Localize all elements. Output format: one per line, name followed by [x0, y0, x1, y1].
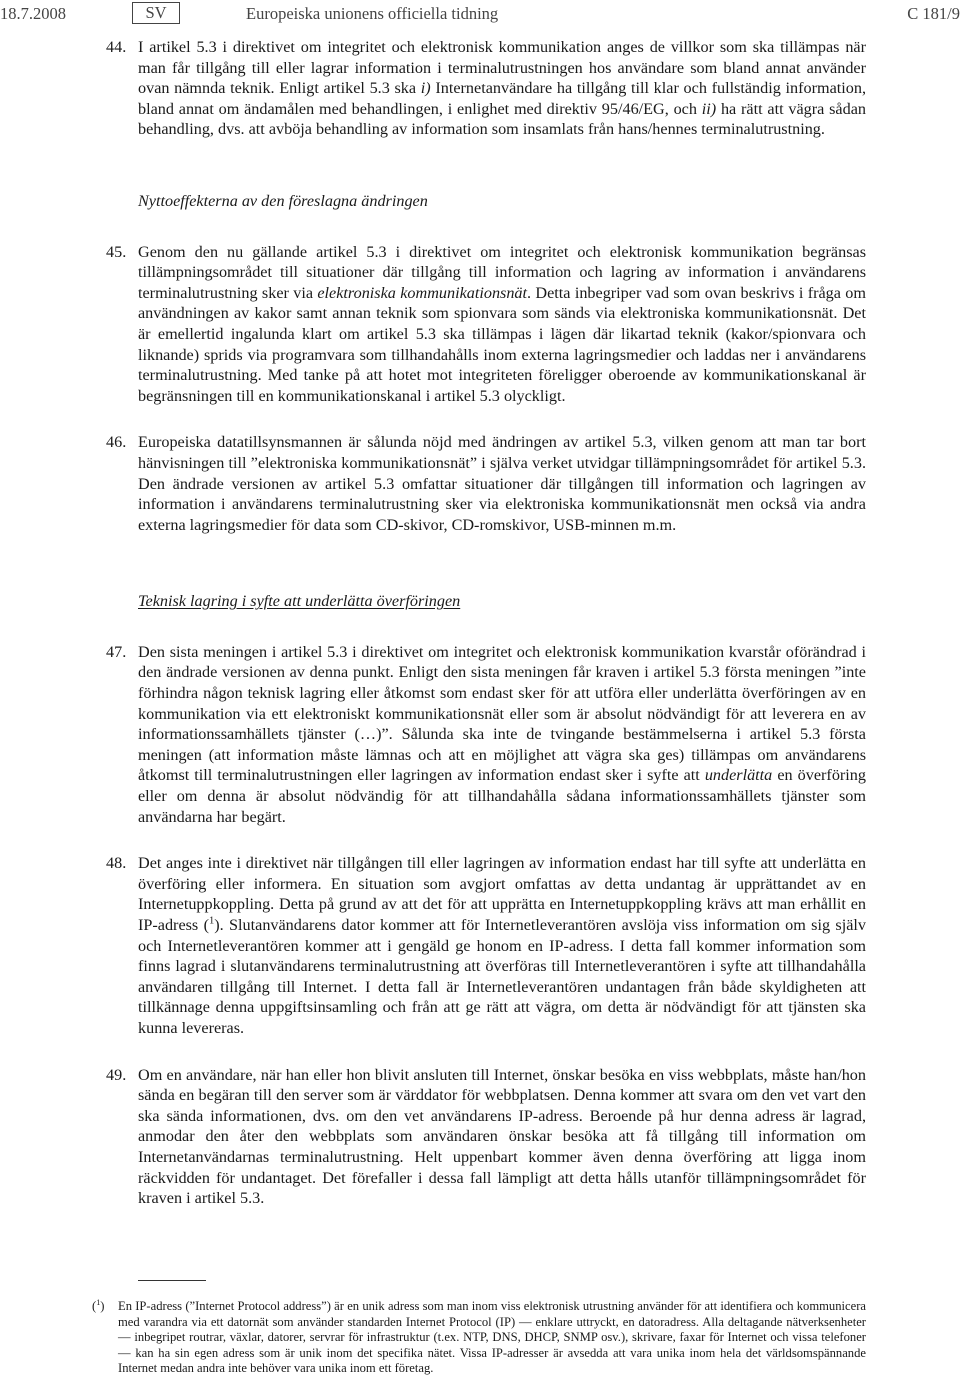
document-body [106, 37, 866, 1209]
paragraph-text: Genom den nu gällande artikel 5.3 i direktivet om integritet och elektronisk kommunikation begränsas tillämpningsområdet till situationer där tillgång till information och lagring av information i användarens terminalutrustning sker via [138, 242, 866, 302]
section-heading-text: Teknisk lagring i syfte att underlätta överföringen [138, 592, 461, 611]
paragraph-italic: elektroniska kommunikationsnät [317, 283, 528, 302]
footnote-reference[interactable]: 1 [208, 915, 215, 927]
publication-date: 18.7.2008 [0, 4, 66, 23]
paragraph-text: en överföring eller om denna är absolut nödvändig för att tillhandahålla sådana informationssamhällets tjänster som användarna har begärt. [138, 766, 866, 826]
footnote-separator [138, 1280, 206, 1281]
paragraph-number: 45. [106, 242, 127, 261]
paragraph-text: Om en användare, när han eller hon blivit ansluten till Internet, önskar besöka en viss webbplats, måste han/hon sända en begäran till den server som är värddator för webbplatsen. Denna kommer att svara om den vet vart den ska sända informationen, dvs. om den vet användarens IP-adress. Beroende på hur denna adress är lagrad, anmodar den åter den webbplats som användaren önskar besöka att få tillgång till information om Internetanvändarnas terminalutrustning. Helt uppenbart kommer även denna överföring att ligga inom räckvidden för undantaget. Det förefaller i dessa fall lämpligt att detta hålls utanför tillämpningsområdet för kraven i artikel 5.3. [138, 1065, 866, 1208]
paragraph-text: I artikel 5.3 i direktivet om integritet och elektronisk kommunikation anges de villkor som ska tillämpas när man får tillgång till eller lagrar information i terminalutrustningen hos användare som bland annat använder ovan nämnda teknik. Enligt artikel 5.3 ska [138, 38, 866, 98]
paragraph-number: 49. [106, 1065, 127, 1084]
paragraph-49 [106, 1065, 866, 1209]
footnote-marker-open: ( [92, 1299, 97, 1313]
footnote-marker-close: ) [100, 1299, 105, 1313]
footnote-marker-number: 1 [96, 1297, 101, 1307]
footnote-text: En IP-adress (”Internet Protocol address”) är en unik adress som man inom viss elektronisk utrustning använder för att identifiera och kommunicera med varandra via ett datornät som använder standarden Internet Protocol (IP) — enklare uttryckt, en datoradress. Alla deltagande nätverksenheter — inbegripet routrar, växlar, datorer, servrar för infrastruktur (t.ex. NTP, DNS, DHCP, SNMP osv.), skrivare, faxar för Internet och vissa telefoner — kan ha sin egen adress som är unik inom det specifika nätet. Vissa IP-adresser är avsedda att vara unika inom hela det världsomspännande Internet medan andra inte behöver vara unika inom ett företag. [118, 1299, 866, 1376]
paragraph-number: 46. [106, 433, 127, 452]
paragraph-italic: ii) [701, 99, 717, 118]
paragraph-number: 44. [106, 38, 127, 56]
language-badge: SV [132, 2, 180, 24]
paragraph-48 [106, 853, 866, 1038]
page-header [0, 2, 960, 26]
paragraph-text: Internetanvändare ha tillgång till klar och fullständig information, bland annat om ändamålen med behandlingen, i enlighet med direktiv 95/46/EG, och [138, 79, 866, 118]
paragraph-number: 48. [106, 854, 127, 873]
section-heading: Nyttoeffekterna av den föreslagna ändringen [138, 191, 428, 210]
paragraph-italic: underlätta [704, 766, 773, 785]
paragraph-text: Det anges inte i direktivet när tillgången till eller lagringen av information endast har till syfte att underlätta en överföring eller informera. En situation som avgjort omfattas av detta undantag är upprättandet av en Internetuppkoppling. Detta på grund av att det för att upprätta en Internetuppkoppling krävs att man erhållit en IP-adress ( [138, 854, 866, 934]
footnote-marker [92, 1299, 105, 1315]
paragraph-text: ha rätt att vägra sådan behandling, dvs. att avböja behandling av information som insamlats från hans/hennes terminalutrustning. [138, 99, 866, 139]
paragraph-47 [106, 642, 866, 827]
paragraph-text: ). Slutanvändarens dator kommer att för Internetleverantören avslöja viss information om sig själv och Internetleverantören kommer att i gengäld ge honom en IP-adress. I detta fall kommer information som finns lagrad i slutanvändarens terminalutrustning att överföras till Internetleverantören i syfte att tillhandahålla användaren tillgång till Internet. I detta fall är Internetleverantören undantagen från både skyldigheten att tillkännage denna uppgiftsinsamling och från att ge rätt att vägra, om detta är nödvändigt för att tjänsten ska kunna levereras. [138, 916, 866, 1037]
paragraph-46 [106, 432, 866, 535]
paragraph-text: Den sista meningen i artikel 5.3 i direktivet om integritet och elektronisk kommunikation kvarstår oförändrad i den ändrade versionen av denna punkt. Enligt den sista meningen får kraven i artikel 5.3 första meningen ”inte förhindra någon teknisk lagring eller åtkomst som endast sker för att utföra eller underlätta överföringen av en kommunikation via ett elektroniskt kommunikationsnät eller som är absolut nödvändigt för att leverera en av informationssamhällets tjänster (…)”. Sålunda ska inte de tvingande bestämmelserna i artikel 5.3 första meningen (att information måste lämnas och att en möjlighet att vägra ska ges) tillämpas om användarens åtkomst till terminalutrustningen eller lagringen av information endast sker i syfte att [138, 642, 866, 785]
paragraph-44 [106, 37, 866, 140]
journal-reference: C 181/9 [907, 4, 960, 23]
paragraph-number: 47. [106, 642, 127, 661]
journal-title: Europeiska unionens officiella tidning [246, 4, 499, 23]
paragraph-italic: i) [420, 79, 431, 98]
paragraph-text: . Detta inbegriper vad som ovan beskrivs i fråga om användningen av kakor samt annan teknik som spionvara som sänds via elektroniska kommunikationsnät. Det är emellertid ingalunda klart om artikel 5.3 ska tillämpas i lägen där likartad teknik (kakor/spionvara och liknande) sprids via programvara som tillhandahålls inom externa lagringsmedier och laddas ner i användarens terminalutrustning. Med tanke på att hotet mot integriteten föreligger oberoende av kommunikationskanal är begränsningen till en kommunikationskanal i artikel 5.3 olyckligt. [138, 283, 866, 405]
footnote [92, 1299, 866, 1377]
paragraph-45 [106, 242, 866, 407]
paragraph-text: Europeiska datatillsynsmannen är sålunda nöjd med ändringen av artikel 5.3, vilken genom att man tar bort hänvisningen till ”elektroniska kommunikationsnät” i själva verket utvidgar tillämpningsområdet för artikel 5.3. Den ändrade versionen av artikel 5.3 omfattar situationer där tillgången till information och lagringen av information i användarens terminalutrustning sker via elektroniska kommunikationsnät men också via andra externa lagringsmedier för data som CD-skivor, CD-romskivor, USB-minnen m.m. [138, 433, 866, 534]
section-heading [106, 591, 866, 612]
